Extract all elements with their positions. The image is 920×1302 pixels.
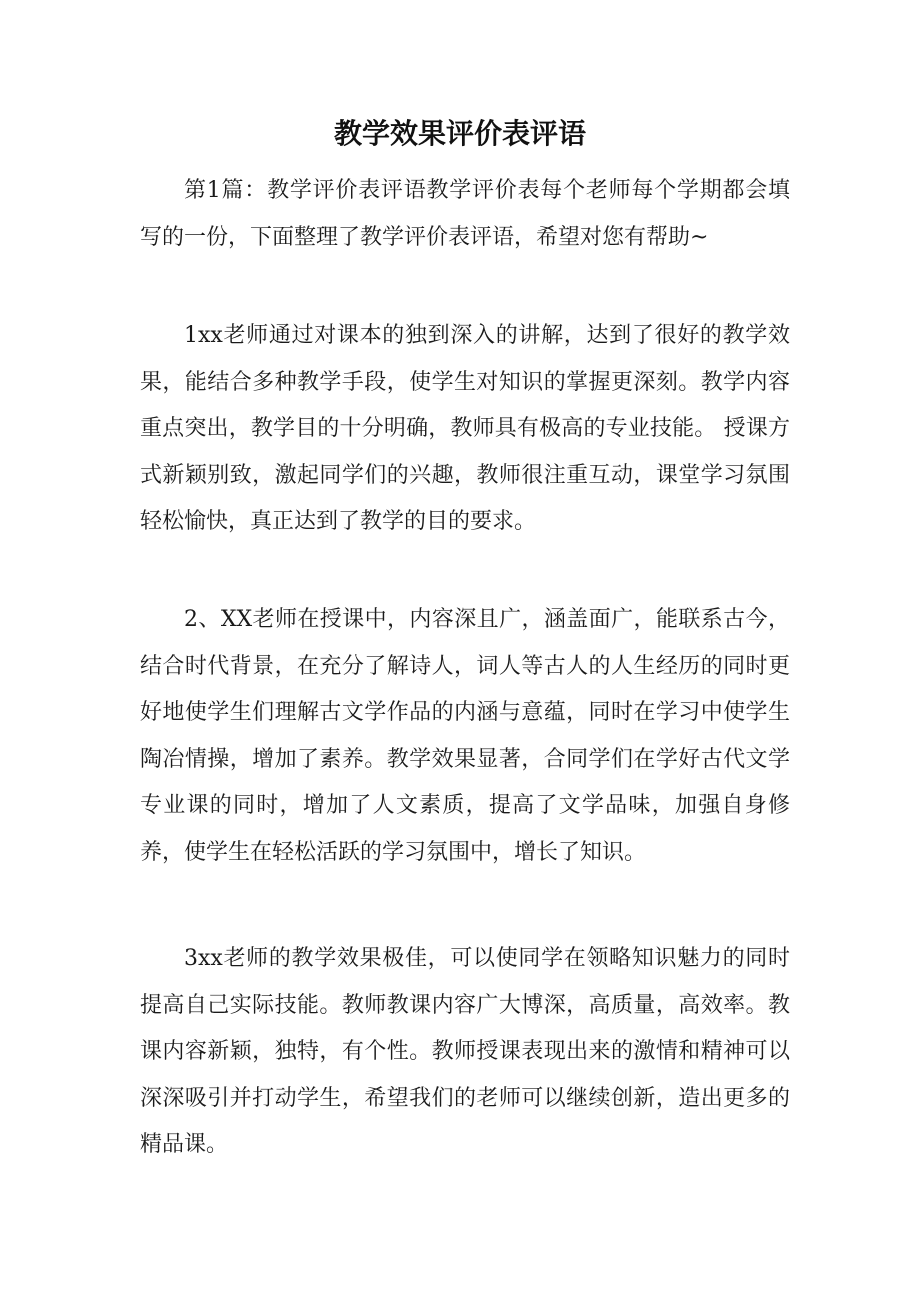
paragraph-comment-1: 1xx老师通过对课本的独到深入的讲解，达到了很好的教学效果，能结合多种教学手段，使学生对知识的掌握更深刻。教学内容重点突出，教学目的十分明确，教师具有极高的专业技能。 授课方式新颖别致，激起同学们的兴趣，教师很注重互动，课堂学习氛围轻松愉快，真正达到了教学的目的要求。 xyxy=(140,323,790,534)
paragraph-comment-3: 3xx老师的教学效果极佳，可以使同学在领略知识魅力的同时提高自己实际技能。教师教课内容广大博深，高质量，高效率。教课内容新颖，独特，有个性。教师授课表现出来的激情和精神可以深深吸引并打动学生，希望我们的老师可以继续创新，造出更多的精品课。 xyxy=(140,946,790,1157)
paragraph-comment-2: 2、XX老师在授课中，内容深且广，涵盖面广，能联系古今，结合时代背景，在充分了解诗人，词人等古人的人生经历的同时更好地使学生们理解古文学作品的内涵与意蕴，同时在学习中使学生陶冶情操，增加了素养。教学效果显著，合同学们在学好古代文学专业课的同时，增加了人文素质，提高了文学品味，加强自身修养，使学生在轻松活跃的学习氛围中，增长了知识。 xyxy=(140,607,790,865)
document-title: 教学效果评价表评语 xyxy=(333,117,586,150)
paragraph-intro: 第1篇：教学评价表评语教学评价表每个老师每个学期都会填写的一份，下面整理了教学评价表评语，希望对您有帮助~ xyxy=(140,178,790,250)
